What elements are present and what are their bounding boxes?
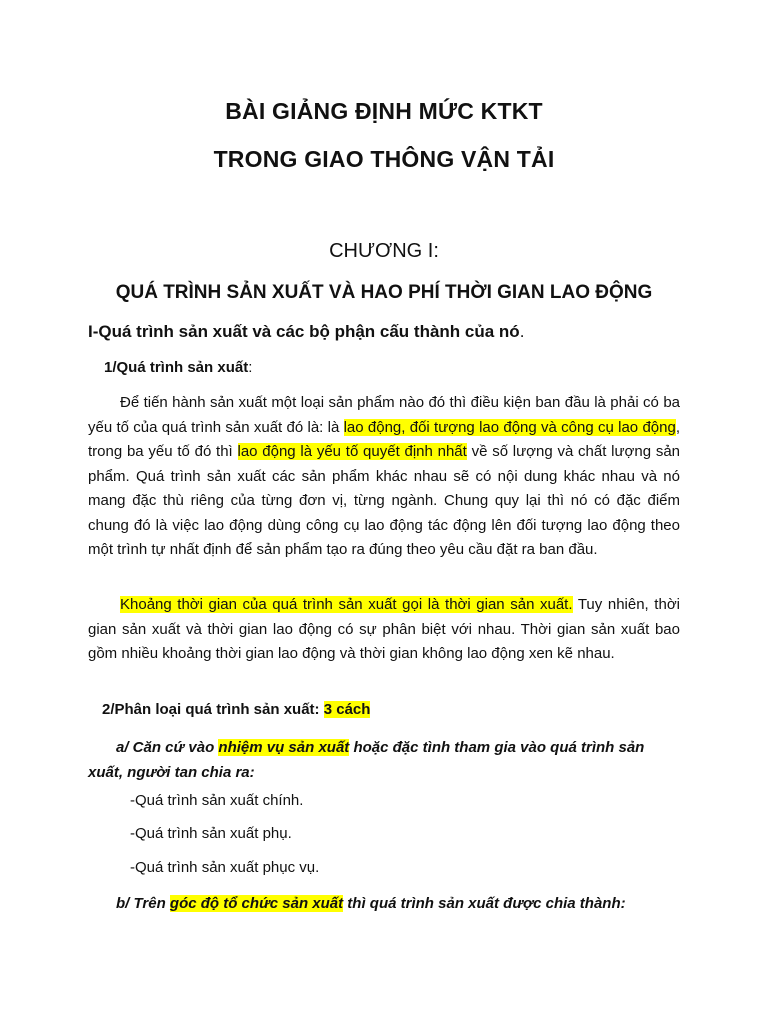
p1-highlight-1: lao động, đối tượng lao động và công cụ lao động xyxy=(343,418,676,436)
p1-text-c: về số lượng và chất lượng sản phẩm. Quá trình sản xuất các sản phẩm khác nhau sẽ có nội dung khác nhau và nó mang đặc thù riêng của từng đơn vị, từng ngành. Chung quy lại thì nó có đặc điểm chung đó là việc lao động dùng công cụ lao động tác động lên đối tượng lao động theo một trình tự nhất định để sản phẩm tạo ra đúng theo yêu cầu đặt ra ban đầu. xyxy=(88,443,680,558)
item-a-prefix: a/ Căn cứ vào xyxy=(116,739,219,756)
chapter-heading: CHƯƠNG I: xyxy=(329,240,439,262)
p2-text: Tuy nhiên, thời gian sản xuất và thời gian lao động có sự phân biệt với nhau. Thời gian sản xuất bao gồm nhiều khoảng thời gian lao động và thời gian không lao động xen kẽ nhau. xyxy=(88,596,680,662)
item-a xyxy=(88,735,680,785)
item-a-highlight: nhiệm vụ sản xuất xyxy=(218,739,350,756)
list-item: -Quá trình sản xuất phục vụ. xyxy=(130,859,320,876)
subsection-1-text: 1/Quá trình sản xuất xyxy=(104,359,249,376)
doc-title-line2: TRONG GIAO THÔNG VẬN TẢI xyxy=(213,146,555,172)
subsection-2-highlight: 3 cách xyxy=(323,701,371,718)
list-item: -Quá trình sản xuất phụ. xyxy=(130,825,292,842)
paragraph-2 xyxy=(88,593,680,667)
paragraph-1 xyxy=(88,391,680,563)
item-b-prefix: b/ Trên xyxy=(116,895,170,912)
p2-highlight: Khoảng thời gian của quá trình sản xuất gọi là thời gian sản xuất. xyxy=(120,596,573,613)
subsection-2-text: 2/Phân loại quá trình sản xuất: xyxy=(102,701,324,718)
subsection-2-heading xyxy=(102,701,370,718)
item-b-highlight: góc độ tổ chức sản xuất xyxy=(169,895,344,912)
section-heading-period: . xyxy=(519,322,525,341)
p1-highlight-2: lao động là yếu tố quyết định nhất xyxy=(237,443,467,460)
list-item: -Quá trình sản xuất chính. xyxy=(130,792,304,809)
subsection-1-heading xyxy=(104,359,252,376)
chapter-title: QUÁ TRÌNH SẢN XUẤT VÀ HAO PHÍ THỜI GIAN LAO ĐỘNG xyxy=(115,282,653,303)
section-heading-text: I-Quá trình sản xuất và các bộ phận cấu thành của nó xyxy=(88,322,520,341)
doc-title-line1: BÀI GIẢNG ĐỊNH MỨC KTKT xyxy=(225,98,543,124)
item-b xyxy=(88,891,680,916)
subsection-1-colon: : xyxy=(248,359,253,376)
p1-text-b: , trong ba yếu tố đó thì xyxy=(88,418,680,460)
item-a-rest: hoặc đặc tình tham gia vào quá trình sản xuất, người tan chia ra: xyxy=(88,739,645,781)
p1-text-a: Để tiến hành sản xuất một loại sản phẩm nào đó thì điều kiện ban đầu là phải có ba yếu tố của quá trình sản xuất đó là: là xyxy=(88,394,680,436)
section-heading xyxy=(88,322,524,342)
item-b-rest: thì quá trình sản xuất được chia thành: xyxy=(343,895,626,912)
